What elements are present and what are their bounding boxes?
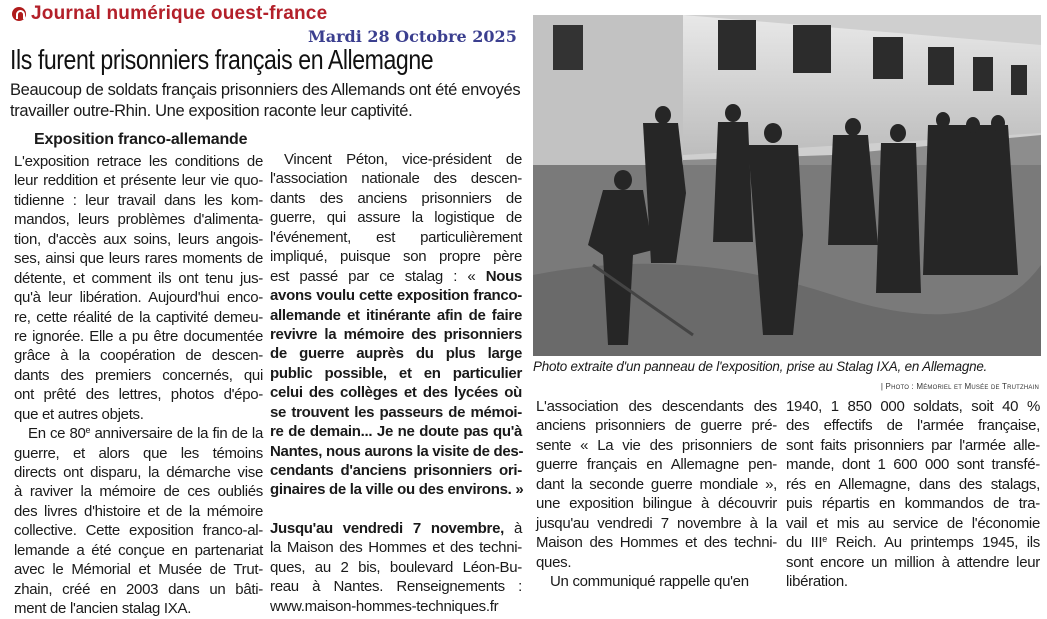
text-segment: que et autres objets. (14, 405, 144, 423)
text-line (14, 541, 263, 560)
text-segment: guerre, qui assure la logistique de (270, 209, 522, 227)
bold-text: revivre la mémoire des prisonniers (270, 325, 522, 343)
bold-text: Nantes, nous aurons la visite de des- (270, 442, 524, 460)
text-line (270, 442, 522, 461)
text-line (786, 397, 1040, 416)
bold-text: de guerre auprès du plus large (270, 345, 522, 363)
text-segment: sont encore un million à attendre leur (786, 553, 1040, 571)
text-segment: des livres d'histoire et de la mémoire (14, 502, 263, 520)
text-segment: ment de l'ancien stalag IXA. (14, 600, 192, 618)
text-line (270, 461, 522, 480)
text-line (14, 580, 263, 599)
text-line (786, 514, 1040, 533)
text-line (536, 455, 777, 474)
text-segment: dants des premiers concernés, qui (14, 366, 263, 384)
text-segment: tion, d'accès aux soins, leurs angois- (14, 230, 263, 248)
text-segment: mandos, leurs problèmes d'alimenta- (14, 211, 263, 229)
text-segment: détente, et comment ils ont tenu jus- (14, 269, 263, 287)
text-segment: tidienne : leur travail dans les kom- (14, 191, 263, 209)
text-line (14, 599, 263, 618)
text-segment: 1940, 1 850 000 soldats, soit 40 % (786, 398, 1040, 415)
text-segment: à raviver la mémoire de ces oubliés (14, 483, 263, 501)
text-segment: mande, dont 1 600 000 sont transfé- (786, 456, 1040, 474)
text-line (270, 364, 522, 383)
text-line (270, 480, 522, 499)
text-segment: dant la seconde guerre mondiale », (536, 475, 777, 493)
text-line (270, 247, 522, 266)
text-line (270, 189, 522, 208)
text-line (270, 169, 522, 188)
text-line (14, 288, 263, 307)
article-photo (533, 15, 1041, 356)
text-line (536, 475, 777, 494)
text-segment: Maison des Hommes et des techni- (536, 534, 777, 552)
text-segment: guerre français en Allemagne pen- (536, 456, 777, 474)
text-segment: l'événement, est particulièrement (270, 228, 522, 246)
photo-caption: Photo extraite d'un panneau de l'exposition, prise au Stalag IXA, en Allemagne. (533, 359, 988, 374)
text-segment: re, cette réalité de la captivité demeu- (14, 308, 263, 326)
text-segment: leur reddition et présente leur vie quo- (14, 172, 263, 190)
text-line (536, 553, 777, 572)
text-line (270, 577, 522, 596)
text-segment: des effectifs de l'armée française, (786, 417, 1040, 435)
text-line (536, 533, 777, 552)
text-line (270, 306, 522, 325)
text-segment: rés en Allemagne, dans des stalags, (786, 475, 1040, 493)
text-line (14, 152, 263, 171)
text-segment: sont faits prisonniers par l'armée alle- (786, 436, 1040, 454)
text-line (786, 553, 1040, 572)
text-line (270, 208, 522, 227)
text-line (14, 346, 263, 365)
text-segment: jusqu'au vendredi 7 novembre à la (536, 514, 777, 532)
bold-text: allemande et itinérante afin de faire (270, 306, 522, 324)
text-line (270, 344, 522, 363)
text-segment: re ignorée. Elle a pu être documentée (14, 327, 263, 345)
text-line (270, 422, 522, 441)
text-segment: puis répartis en kommandos de tra- (786, 495, 1040, 513)
text-line (786, 416, 1040, 435)
text-line (14, 502, 263, 521)
text-segment: qu'à leur libération. Aujourd'hui enco- (14, 289, 263, 307)
article-column-3 (536, 397, 777, 591)
text-line (786, 533, 1040, 552)
article-column-1 (14, 130, 263, 619)
bold-text: cendants d'anciens prisonniers ori- (270, 462, 522, 479)
text-segment: grâce à la coopération de descen- (14, 347, 263, 365)
text-line (786, 494, 1040, 513)
bold-text: avons voulu cette exposition franco- (270, 287, 522, 305)
text-line (14, 171, 263, 190)
text-line (786, 475, 1040, 494)
text-line (270, 267, 522, 286)
text-segment: Vincent Péton, vice-président de (284, 151, 522, 168)
text-line (536, 436, 777, 455)
text-line (14, 327, 263, 346)
text-line (14, 424, 263, 443)
text-line (14, 463, 263, 482)
publication-date: Mardi 28 Octobre 2025 (308, 27, 517, 46)
text-line (14, 210, 263, 229)
text-segment: anciens prisonniers de guerre pré- (536, 417, 777, 435)
text-line (270, 519, 522, 538)
text-segment: L'association des descendants des (536, 398, 777, 415)
brand-name: Journal numérique ouest-france (31, 3, 328, 24)
photo-credit: | Photo : Mémoriel et Musée de Trutzhain (880, 382, 1039, 391)
headline: Ils furent prisonniers français en Allemagne (10, 44, 434, 75)
masthead (12, 3, 327, 25)
text-segment: la Maison des Hommes et des techni- (270, 539, 522, 557)
text-segment: guerre, et alors que les témoins (14, 444, 263, 462)
text-line (270, 286, 522, 305)
paragraph-gap (270, 500, 522, 519)
text-segment: ques, au 2 bis, boulevard Léon-Bu- (270, 558, 522, 576)
text-segment: e (85, 425, 91, 436)
text-line (270, 325, 522, 344)
text-line (14, 482, 263, 501)
text-line (14, 308, 263, 327)
text-segment: ont prêté des lettres, photos d'épo- (14, 386, 263, 404)
lede: Beaucoup de soldats français prisonniers des Allemands ont été envoyés travailler outre-Rhin. Une exposition raconte leur captivité. (10, 81, 521, 120)
text-segment: Reich. Au printemps 1945, ils (827, 534, 1041, 552)
text-line (14, 385, 263, 404)
ouest-france-logo-icon (12, 7, 26, 21)
text-segment: Un communiqué rappelle qu'en (550, 572, 749, 590)
text-line (270, 383, 522, 402)
text-line (14, 249, 263, 268)
text-segment: dants des anciens prisonniers de (270, 189, 522, 207)
text-segment: lemande a été conçue en partenariat (14, 541, 263, 559)
text-line (270, 228, 522, 247)
text-segment: reau à Nantes. Renseignements : (270, 578, 522, 596)
text-line (14, 521, 263, 540)
bold-text: re de demain... Je ne doute pas qu'à (270, 423, 522, 441)
text-segment: est passé par ce stalag : « (270, 267, 486, 285)
prisoners-photo-image (533, 15, 1041, 356)
text-line (786, 572, 1040, 591)
bold-text: se trouvent les passeurs de mémoi- (270, 403, 522, 421)
text-line (786, 436, 1040, 455)
text-segment: www.maison-hommes-techniques.fr (270, 597, 499, 615)
text-line (786, 455, 1040, 474)
article-column-4 (786, 397, 1040, 591)
text-segment: ses, ainsi que leurs rares moments de (14, 250, 263, 268)
text-segment: anniversaire de la fin de la (90, 425, 264, 443)
text-segment: une exposition bilingue à découvrir (536, 495, 777, 513)
bold-text: Nous (485, 267, 522, 285)
bold-text: celui des collèges et des lycées où (270, 384, 522, 402)
text-line (270, 403, 522, 422)
text-segment: collective. Cette exposition franco-al- (14, 522, 263, 540)
section-subhead: Exposition franco-allemande (34, 131, 248, 148)
bold-text: public possible, et en particulier (270, 364, 522, 382)
bold-text: Jusqu'au vendredi 7 novembre, (270, 519, 504, 537)
text-segment: L'exposition retrace les conditions de (14, 153, 263, 170)
text-segment: En ce 80 (28, 425, 86, 443)
article-column-2 (270, 150, 522, 616)
text-segment: directs ont disparu, la démarche vise (14, 464, 263, 481)
text-line (14, 560, 263, 579)
text-segment: à (504, 519, 522, 537)
text-line (270, 150, 522, 169)
text-segment: avec le Mémorial et Musée de Trut- (14, 561, 263, 579)
text-line (14, 191, 263, 210)
text-line (270, 558, 522, 577)
text-line (536, 397, 777, 416)
text-line (14, 366, 263, 385)
text-line (536, 494, 777, 513)
text-segment: impliqué, puisque son propre père (270, 248, 522, 266)
text-line (14, 444, 263, 463)
bold-text: ginaires de la ville ou des environs. » (270, 481, 524, 499)
text-segment: sente « La vie des prisonniers de (536, 436, 777, 454)
text-segment: vail et mis au service de l'économie (786, 514, 1040, 532)
text-segment: ques. (536, 553, 572, 571)
text-line (536, 572, 777, 591)
text-segment: e (822, 534, 827, 545)
text-segment: l'association nationale des descen- (270, 170, 522, 188)
text-segment: zhain, créé en 2003 dans un bâti- (14, 580, 263, 598)
text-line (14, 269, 263, 288)
text-line (14, 230, 263, 249)
text-segment: libération. (786, 572, 848, 590)
text-line (270, 538, 522, 557)
text-line (14, 405, 263, 424)
text-segment: du III (786, 534, 823, 552)
text-line (536, 514, 777, 533)
text-line (536, 416, 777, 435)
text-line (270, 597, 522, 616)
